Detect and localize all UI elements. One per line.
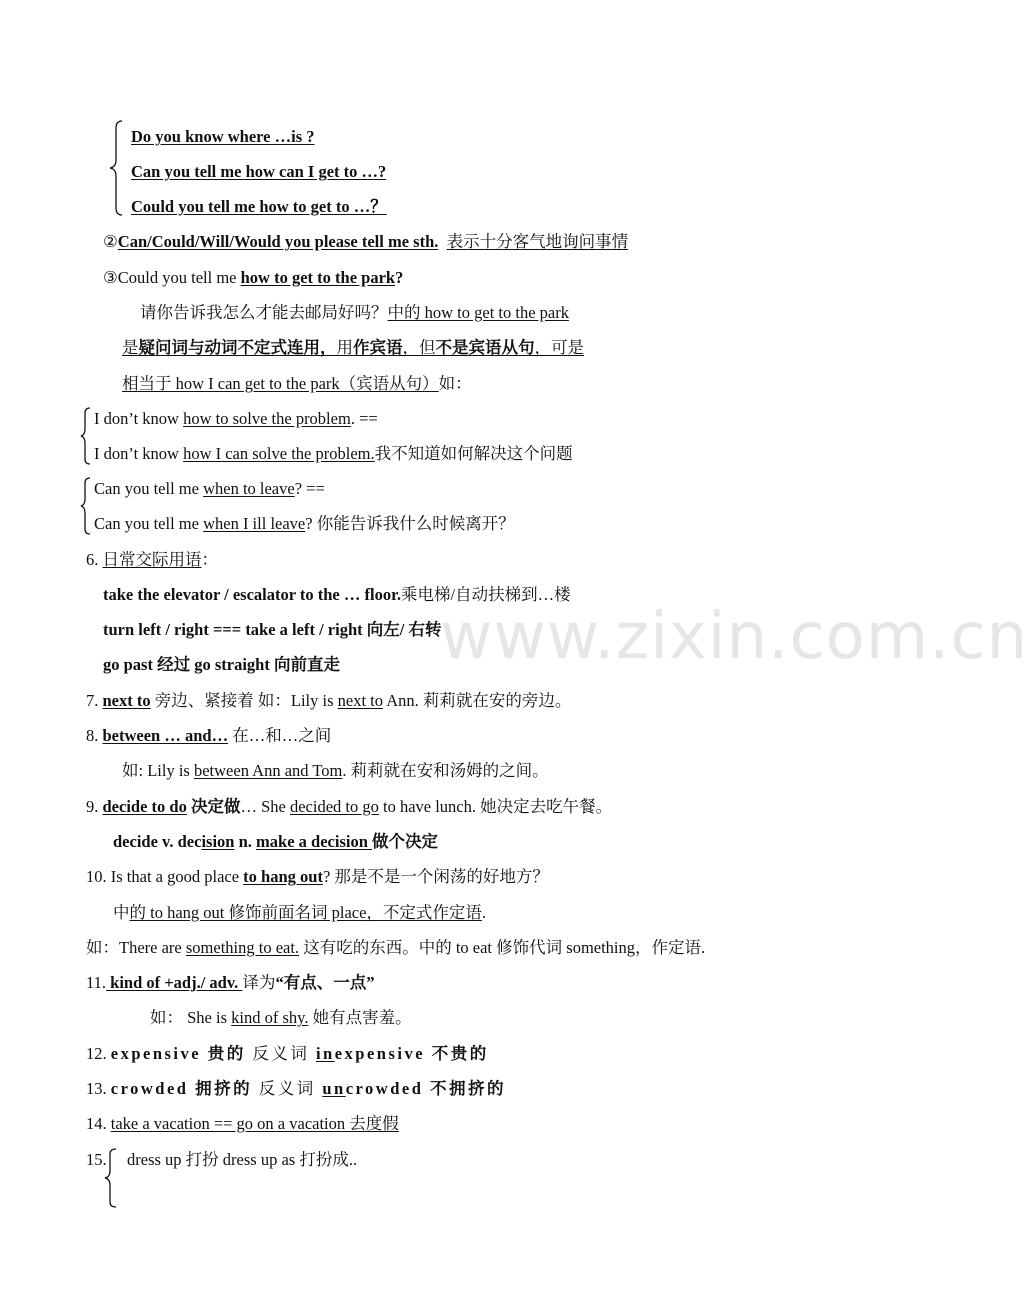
item-how-to-park: ③Could you tell me how to get to the park? — [103, 268, 404, 287]
item-10-explanation: 中的 to hang out 修饰前面名词 place，不定式作定语. — [113, 903, 487, 922]
item-10-hang-out: 10. Is that a good place to hang out? 那是不是一个闲荡的好地方？ — [86, 867, 549, 886]
example-solve-1: I don’t know how to solve the problem. == — [94, 409, 378, 428]
item-15-dress-up: dress up 打扮 dress up as 打扮成.. — [127, 1150, 358, 1169]
explanation-line-3: 相当于 how I can get to the park（宾语从句）如： — [122, 374, 472, 393]
item-13-crowded: 13. crowded 拥挤的 反义词 uncrowded 不拥挤的 — [86, 1079, 507, 1098]
item-11-kind-of: 11. kind of +adj./ adv. 译为“有点、一点” — [86, 973, 375, 992]
example-leave-2: Can you tell me when I ill leave? 你能告诉我什么时候离开？ — [94, 514, 515, 533]
item-9-decide: 9. decide to do 决定做… She decided to go to have lunch. 她决定去吃午餐。 — [86, 797, 613, 816]
item-14-vacation: 14. take a vacation == go on a vacation 去度假 — [86, 1114, 399, 1133]
phrase-turn: turn left / right === take a left / right 向左/ 右转 — [103, 620, 442, 639]
question-pattern-3: Could you tell me how to get to …？ — [131, 197, 387, 216]
item-9-word-forms: decide v. decision n. make a decision 做个决定 — [113, 832, 439, 851]
brace-group-4 — [104, 1148, 118, 1208]
brace-group-1 — [108, 120, 124, 216]
explanation-line-2: 是疑问词与动词不定式连用，用作宾语，但不是宾语从句，可是 — [122, 338, 584, 357]
example-leave-1: Can you tell me when to leave? == — [94, 479, 325, 498]
example-solve-2: I don’t know how I can solve the problem.我不知道如何解决这个问题 — [94, 444, 573, 463]
item-8-example: 如: Lily is between Ann and Tom. 莉莉就在安和汤姆的之间。 — [122, 761, 549, 780]
phrase-elevator: take the elevator / escalator to the … floor.乘电梯/自动扶梯到…楼 — [103, 585, 571, 604]
brace-group-3 — [80, 477, 92, 535]
question-pattern-2: Can you tell me how can I get to …? — [131, 162, 387, 181]
explanation-line-1: 请你告诉我怎么才能去邮局好吗？中的 how to get to the park — [140, 303, 569, 322]
phrase-go-past: go past 经过 go straight 向前直走 — [103, 655, 340, 674]
watermark-text: www.zixin.com.cn — [440, 600, 1028, 674]
item-polite-request: ②Can/Could/Will/Would you please tell me sth. 表示十分客气地询问事情 — [103, 232, 629, 251]
section-6-heading: 6. 日常交际用语： — [86, 550, 218, 569]
item-15-label: 15. — [86, 1150, 107, 1169]
brace-group-2 — [80, 407, 92, 465]
item-12-expensive: 12. expensive 贵的 反义词 inexpensive 不贵的 — [86, 1044, 489, 1063]
item-8-between: 8. between … and… 在…和…之间 — [86, 726, 332, 745]
question-pattern-1: Do you know where …is ? — [131, 127, 315, 146]
item-7-next-to: 7. next to 旁边、紧接着 如：Lily is next to Ann. 莉莉就在安的旁边。 — [86, 691, 572, 710]
item-10-example: 如：There are something to eat. 这有吃的东西。中的 to eat 修饰代词 something，作定语. — [86, 938, 706, 957]
item-11-example: 如： She is kind of shy. 她有点害羞。 — [150, 1008, 412, 1027]
